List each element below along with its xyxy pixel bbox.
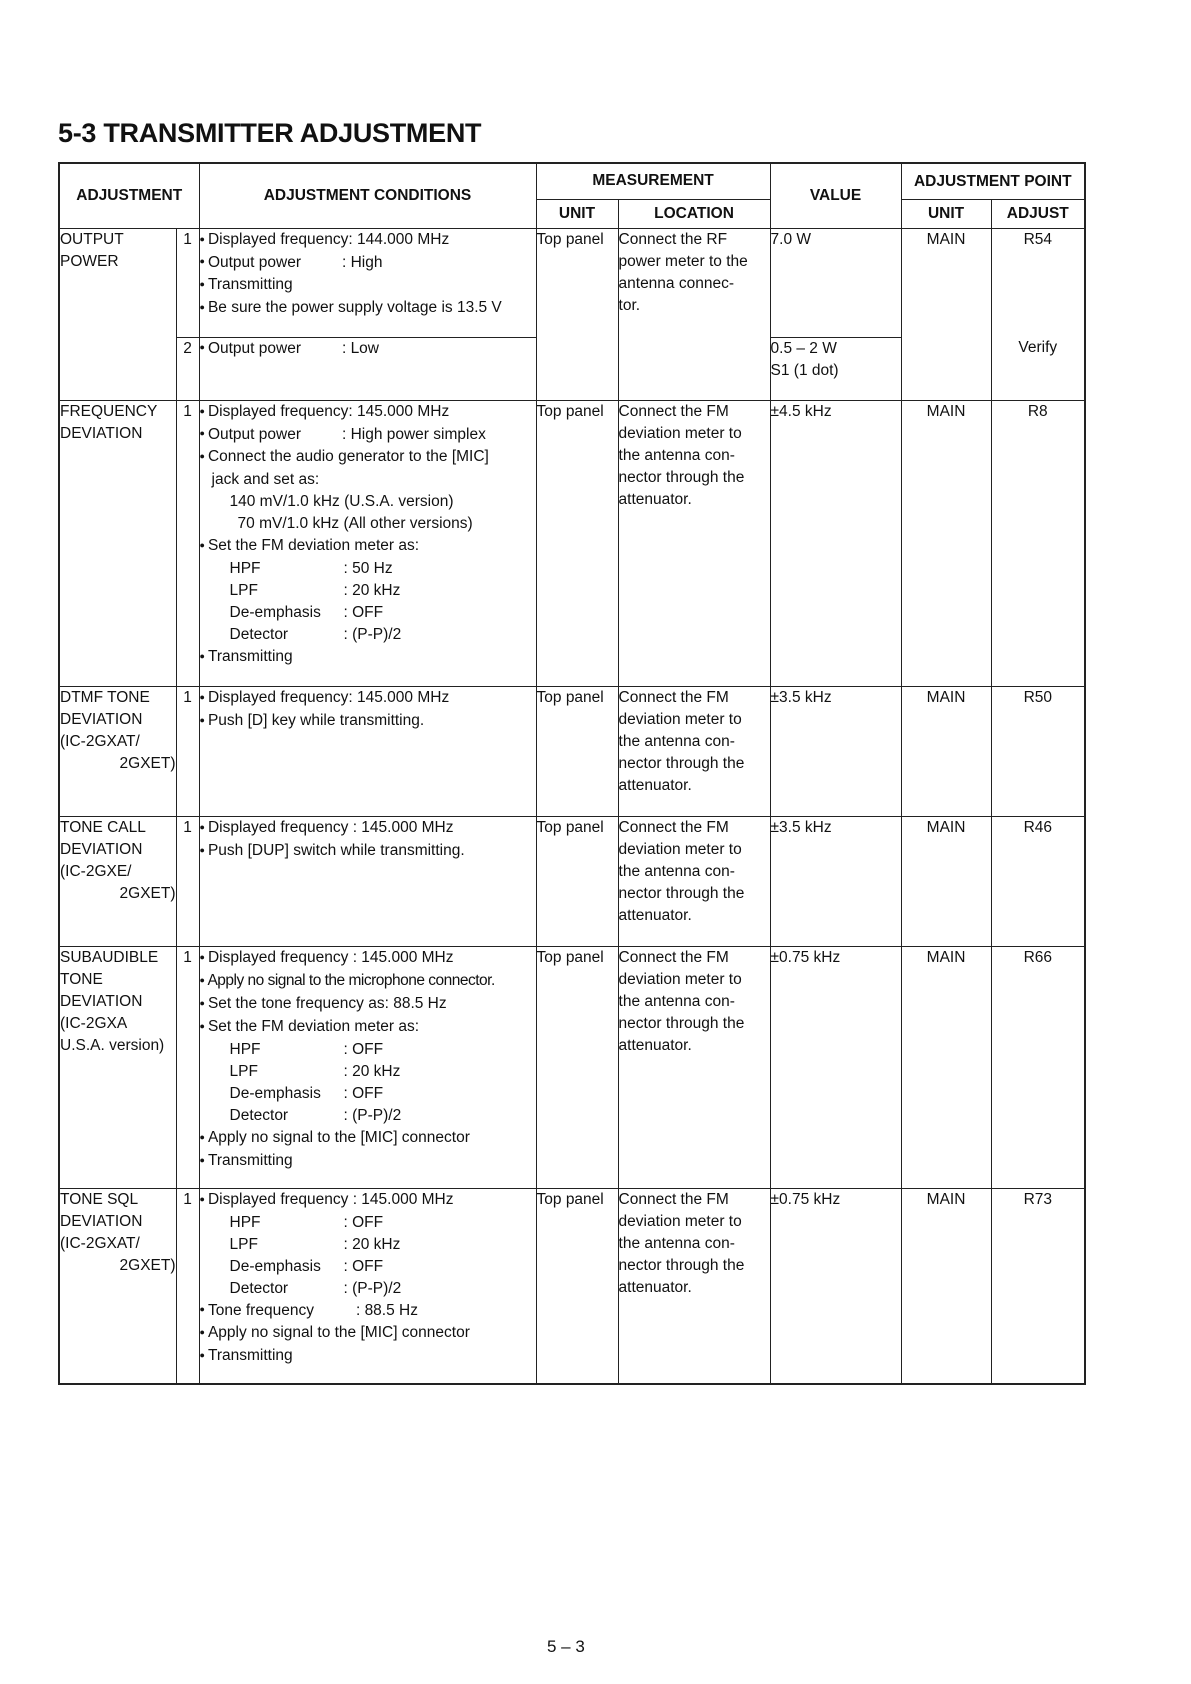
point-adjust: R54 <box>991 228 1085 337</box>
adjustment-conditions: ● Output power : Low <box>199 337 536 400</box>
header-adjustment-point: ADJUSTMENT POINT <box>901 163 1085 199</box>
point-adjust: R66 <box>991 946 1085 1188</box>
header-point-unit: UNIT <box>901 199 991 228</box>
point-unit: MAIN <box>901 686 991 816</box>
measurement-unit: Top panel <box>536 816 618 946</box>
adjustment-name: SUBAUDIBLE TONE DEVIATION (IC-2GXA U.S.A. version) <box>59 946 176 1188</box>
header-measurement: MEASUREMENT <box>536 163 770 199</box>
transmitter-adjustment-table <box>58 162 1086 1385</box>
adjustment-conditions: ● Displayed frequency : 145.000 MHz ● Apply no signal to the microphone connector. ● Set the tone frequency as: 88.5 Hz ● Set the FM deviation meter as: HPF : OFF LPF : 20 kHz De-emphasis : OFF Detector : (P-P)/2 ● Apply no signal to the [MIC] connector ● Transmitting <box>199 946 536 1188</box>
value: ±3.5 kHz <box>770 816 901 946</box>
step-number: 1 <box>176 228 199 337</box>
header-conditions: ADJUSTMENT CONDITIONS <box>199 163 536 228</box>
table-row <box>59 946 1085 1188</box>
adjustment-name: TONE CALL DEVIATION (IC-2GXE/ 2GXET) <box>59 816 176 946</box>
adjustment-name: TONE SQL DEVIATION (IC-2GXAT/ 2GXET) <box>59 1188 176 1384</box>
measurement-unit: Top panel <box>536 946 618 1188</box>
step-number: 1 <box>176 1188 199 1384</box>
point-unit: MAIN <box>901 400 991 686</box>
step-number: 2 <box>176 337 199 400</box>
point-unit: MAIN <box>901 946 991 1188</box>
adjustment-name: FREQUENCY DEVIATION <box>59 400 176 686</box>
table-row <box>59 228 1085 337</box>
measurement-location: Connect the FM deviation meter to the antenna con- nector through the attenuator. <box>618 816 770 946</box>
table-row <box>59 1188 1085 1384</box>
value: ±4.5 kHz <box>770 400 901 686</box>
adjustment-conditions: ● Displayed frequency : 145.000 MHz ● Push [DUP] switch while transmitting. <box>199 816 536 946</box>
header-value: VALUE <box>770 163 901 228</box>
adjustment-conditions: ● Displayed frequency: 145.000 MHz ● Output power : High power simplex ● Connect the audio generator to the [MIC] jack and set as: 140 mV/1.0 kHz (U.S.A. version) 70 mV/1.0 kHz (All other versions) ● Set the FM deviation meter as: HPF : 50 Hz LPF : 20 kHz De-emphasis : OFF Detector : (P-P)/2 ● Transmitting <box>199 400 536 686</box>
value: ±3.5 kHz <box>770 686 901 816</box>
measurement-location: Connect the FM deviation meter to the antenna con- nector through the attenuator. <box>618 400 770 686</box>
point-adjust: R73 <box>991 1188 1085 1384</box>
step-number: 1 <box>176 400 199 686</box>
step-number: 1 <box>176 816 199 946</box>
page-title: 5-3 TRANSMITTER ADJUSTMENT <box>58 118 482 148</box>
measurement-unit: Top panel <box>536 228 618 400</box>
measurement-unit: Top panel <box>536 400 618 686</box>
measurement-location: Connect the RF power meter to the antenna connec- tor. <box>618 228 770 400</box>
point-unit: MAIN <box>901 228 991 400</box>
adjustment-conditions: ● Displayed frequency: 144.000 MHz ● Output power : High ● Transmitting ● Be sure the power supply voltage is 13.5 V <box>199 228 536 337</box>
step-number: 1 <box>176 686 199 816</box>
value: ±0.75 kHz <box>770 1188 901 1384</box>
value: 7.0 W <box>770 228 901 337</box>
adjustment-name: OUTPUT POWER <box>59 228 176 400</box>
table-row <box>59 816 1085 946</box>
page-number: 5 – 3 <box>547 1637 585 1656</box>
adjustment-conditions: ● Displayed frequency: 145.000 MHz ● Push [D] key while transmitting. <box>199 686 536 816</box>
point-adjust: Verify <box>991 337 1085 400</box>
table-row <box>59 686 1085 816</box>
header-measurement-unit: UNIT <box>536 199 618 228</box>
value: 0.5 – 2 W S1 (1 dot) <box>770 337 901 400</box>
measurement-location: Connect the FM deviation meter to the antenna con- nector through the attenuator. <box>618 946 770 1188</box>
header-measurement-location: LOCATION <box>618 199 770 228</box>
measurement-unit: Top panel <box>536 1188 618 1384</box>
measurement-location: Connect the FM deviation meter to the antenna con- nector through the attenuator. <box>618 1188 770 1384</box>
adjustment-conditions: ● Displayed frequency : 145.000 MHz HPF : OFF LPF : 20 kHz De-emphasis : OFF Detector : (P-P)/2 ● Tone frequency : 88.5 Hz ● Apply no signal to the [MIC] connector ● Transmitting <box>199 1188 536 1384</box>
point-adjust: R50 <box>991 686 1085 816</box>
value: ±0.75 kHz <box>770 946 901 1188</box>
point-adjust: R46 <box>991 816 1085 946</box>
measurement-unit: Top panel <box>536 686 618 816</box>
header-point-adjust: ADJUST <box>991 199 1085 228</box>
table-row <box>59 400 1085 686</box>
measurement-location: Connect the FM deviation meter to the antenna con- nector through the attenuator. <box>618 686 770 816</box>
point-unit: MAIN <box>901 816 991 946</box>
point-adjust: R8 <box>991 400 1085 686</box>
step-number: 1 <box>176 946 199 1188</box>
header-adjustment: ADJUSTMENT <box>59 163 199 228</box>
adjustment-name: DTMF TONE DEVIATION (IC-2GXAT/ 2GXET) <box>59 686 176 816</box>
point-unit: MAIN <box>901 1188 991 1384</box>
